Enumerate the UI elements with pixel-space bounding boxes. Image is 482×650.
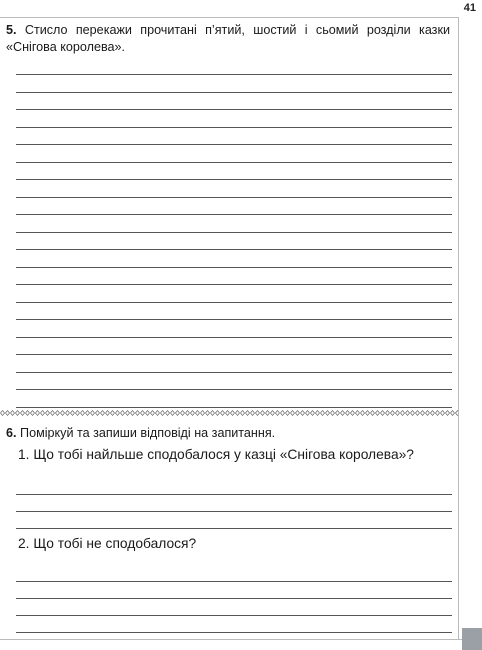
answer-line[interactable] <box>16 284 452 285</box>
task-5-number: 5. <box>6 23 17 37</box>
task-6-text: Поміркуй та запиши відповіді на запитання. <box>20 426 276 440</box>
answer-line[interactable] <box>16 249 452 250</box>
question-2: 2. Що тобі не сподобалося? <box>18 536 197 551</box>
answer-line[interactable] <box>16 632 452 633</box>
answer-line[interactable] <box>16 354 452 355</box>
task-5-prompt <box>6 22 450 56</box>
answer-line[interactable] <box>16 267 452 268</box>
task-6-number: 6. <box>6 426 17 440</box>
answer-line[interactable] <box>16 179 452 180</box>
answer-line[interactable] <box>16 144 452 145</box>
question-1-answer-lines[interactable] <box>16 476 452 529</box>
right-rule <box>458 17 459 639</box>
section-divider <box>0 409 458 417</box>
answer-line[interactable] <box>16 528 452 529</box>
answer-line[interactable] <box>16 372 452 373</box>
answer-line[interactable] <box>16 162 452 163</box>
answer-line[interactable] <box>16 197 452 198</box>
answer-line[interactable] <box>16 511 452 512</box>
task-5-answer-lines[interactable] <box>16 56 452 408</box>
answer-line[interactable] <box>16 127 452 128</box>
task-6-prompt <box>6 425 450 441</box>
answer-line[interactable] <box>16 407 452 408</box>
task-5-text: Стисло перекажи прочитані п’ятий, шостий і сьомий розділи казки «Снігова королева». <box>6 23 450 54</box>
answer-line[interactable] <box>16 389 452 390</box>
bottom-rule <box>0 639 482 640</box>
answer-line[interactable] <box>16 615 452 616</box>
answer-line[interactable] <box>16 109 452 110</box>
answer-line[interactable] <box>16 214 452 215</box>
answer-line[interactable] <box>16 232 452 233</box>
answer-line[interactable] <box>16 598 452 599</box>
answer-line[interactable] <box>16 302 452 303</box>
page-corner-tab <box>462 628 482 650</box>
page-number: 41 <box>463 2 476 14</box>
answer-line[interactable] <box>16 581 452 582</box>
question-2-answer-lines[interactable] <box>16 563 452 633</box>
answer-line[interactable] <box>16 494 452 495</box>
answer-line[interactable] <box>16 319 452 320</box>
top-rule <box>0 17 458 18</box>
answer-line[interactable] <box>16 337 452 338</box>
question-1: 1. Що тобі найльше сподобалося у казці «Снігова королева»? <box>18 447 414 462</box>
answer-line[interactable] <box>16 92 452 93</box>
answer-line[interactable] <box>16 74 452 75</box>
